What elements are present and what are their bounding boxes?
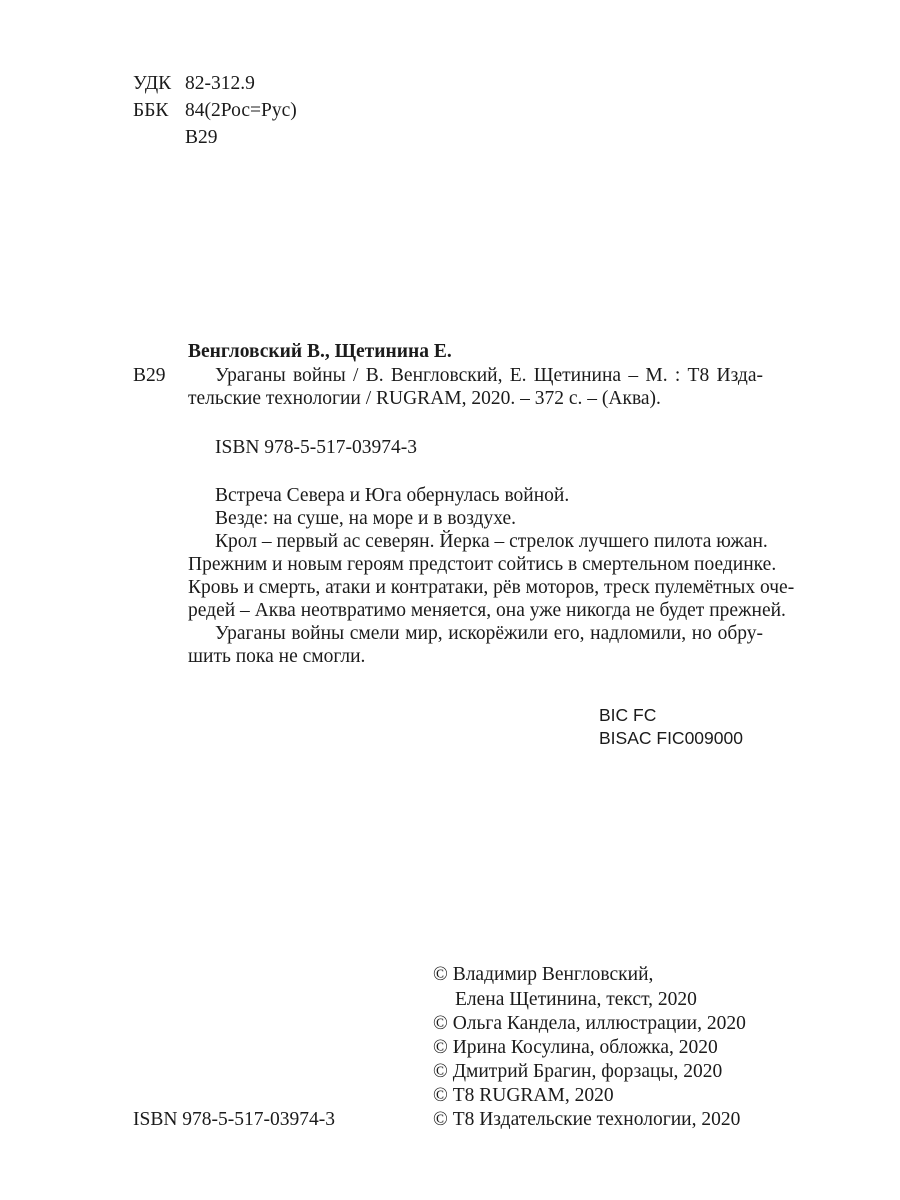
annotation-text-3: Крол – первый ас северян. Йерка – стрелок лучшего пилота южан. bbox=[215, 531, 768, 552]
copyright-line-3: © Ольга Кандела, иллюстрации, 2020 bbox=[433, 1013, 746, 1034]
copyright-line-6: © Т8 RUGRAM, 2020 bbox=[433, 1085, 614, 1106]
udk-value: 82-312.9 bbox=[185, 73, 255, 94]
isbn-record: ISBN 978-5-517-03974-3 bbox=[215, 437, 418, 458]
annotation-text-7: Ураганы войны смели мир, искорёжили его, надломили, но обру- bbox=[215, 623, 763, 644]
description-text-1: Ураганы войны / В. Венгловский, Е. Щетинина – М. : Т8 Изда- bbox=[215, 365, 763, 386]
annotation-line-2: Везде: на суше, на море и в воздухе. bbox=[215, 508, 517, 529]
authors-heading: Венгловский В., Щетинина Е. bbox=[188, 341, 452, 362]
udk-row bbox=[133, 70, 255, 97]
annotation-text-5: Кровь и смерть, атаки и контратаки, рёв моторов, треск пулемётных оче- bbox=[188, 577, 795, 598]
copyright-line-4: © Ирина Косулина, обложка, 2020 bbox=[433, 1037, 718, 1058]
bbk-row bbox=[133, 97, 297, 124]
annotation-text-4: Прежним и новым героям предстоит сойтись в смертельном поединке. bbox=[188, 554, 777, 575]
side-author-mark: В29 bbox=[133, 365, 166, 386]
annotation-line-1: Встреча Севера и Юга обернулась войной. bbox=[215, 485, 570, 506]
annotation-line-8: шить пока не смогли. bbox=[188, 646, 366, 667]
bbk-value: 84(2Рос=Рус) bbox=[185, 100, 297, 121]
copyright-line-2: Елена Щетинина, текст, 2020 bbox=[455, 989, 697, 1010]
copyright-line-5: © Дмитрий Брагин, форзацы, 2020 bbox=[433, 1061, 723, 1082]
annotation-text-6: редей – Аква неотвратимо меняется, она уже никогда не будет прежней. bbox=[188, 600, 786, 621]
bbk-label: ББК bbox=[133, 100, 169, 121]
bic-code: BIC FC bbox=[599, 705, 657, 725]
copyright-line-1: © Владимир Венгловский, bbox=[433, 964, 654, 985]
author-mark: В29 bbox=[185, 127, 218, 148]
description-line-2: тельские технологии / RUGRAM, 2020. – 372 с. – (Аква). bbox=[188, 388, 661, 409]
copyright-line-7: © Т8 Издательские технологии, 2020 bbox=[433, 1109, 741, 1130]
udk-label: УДК bbox=[133, 73, 172, 94]
bisac-code: BISAC FIC009000 bbox=[599, 728, 743, 748]
footer-isbn: ISBN 978-5-517-03974-3 bbox=[133, 1109, 336, 1130]
